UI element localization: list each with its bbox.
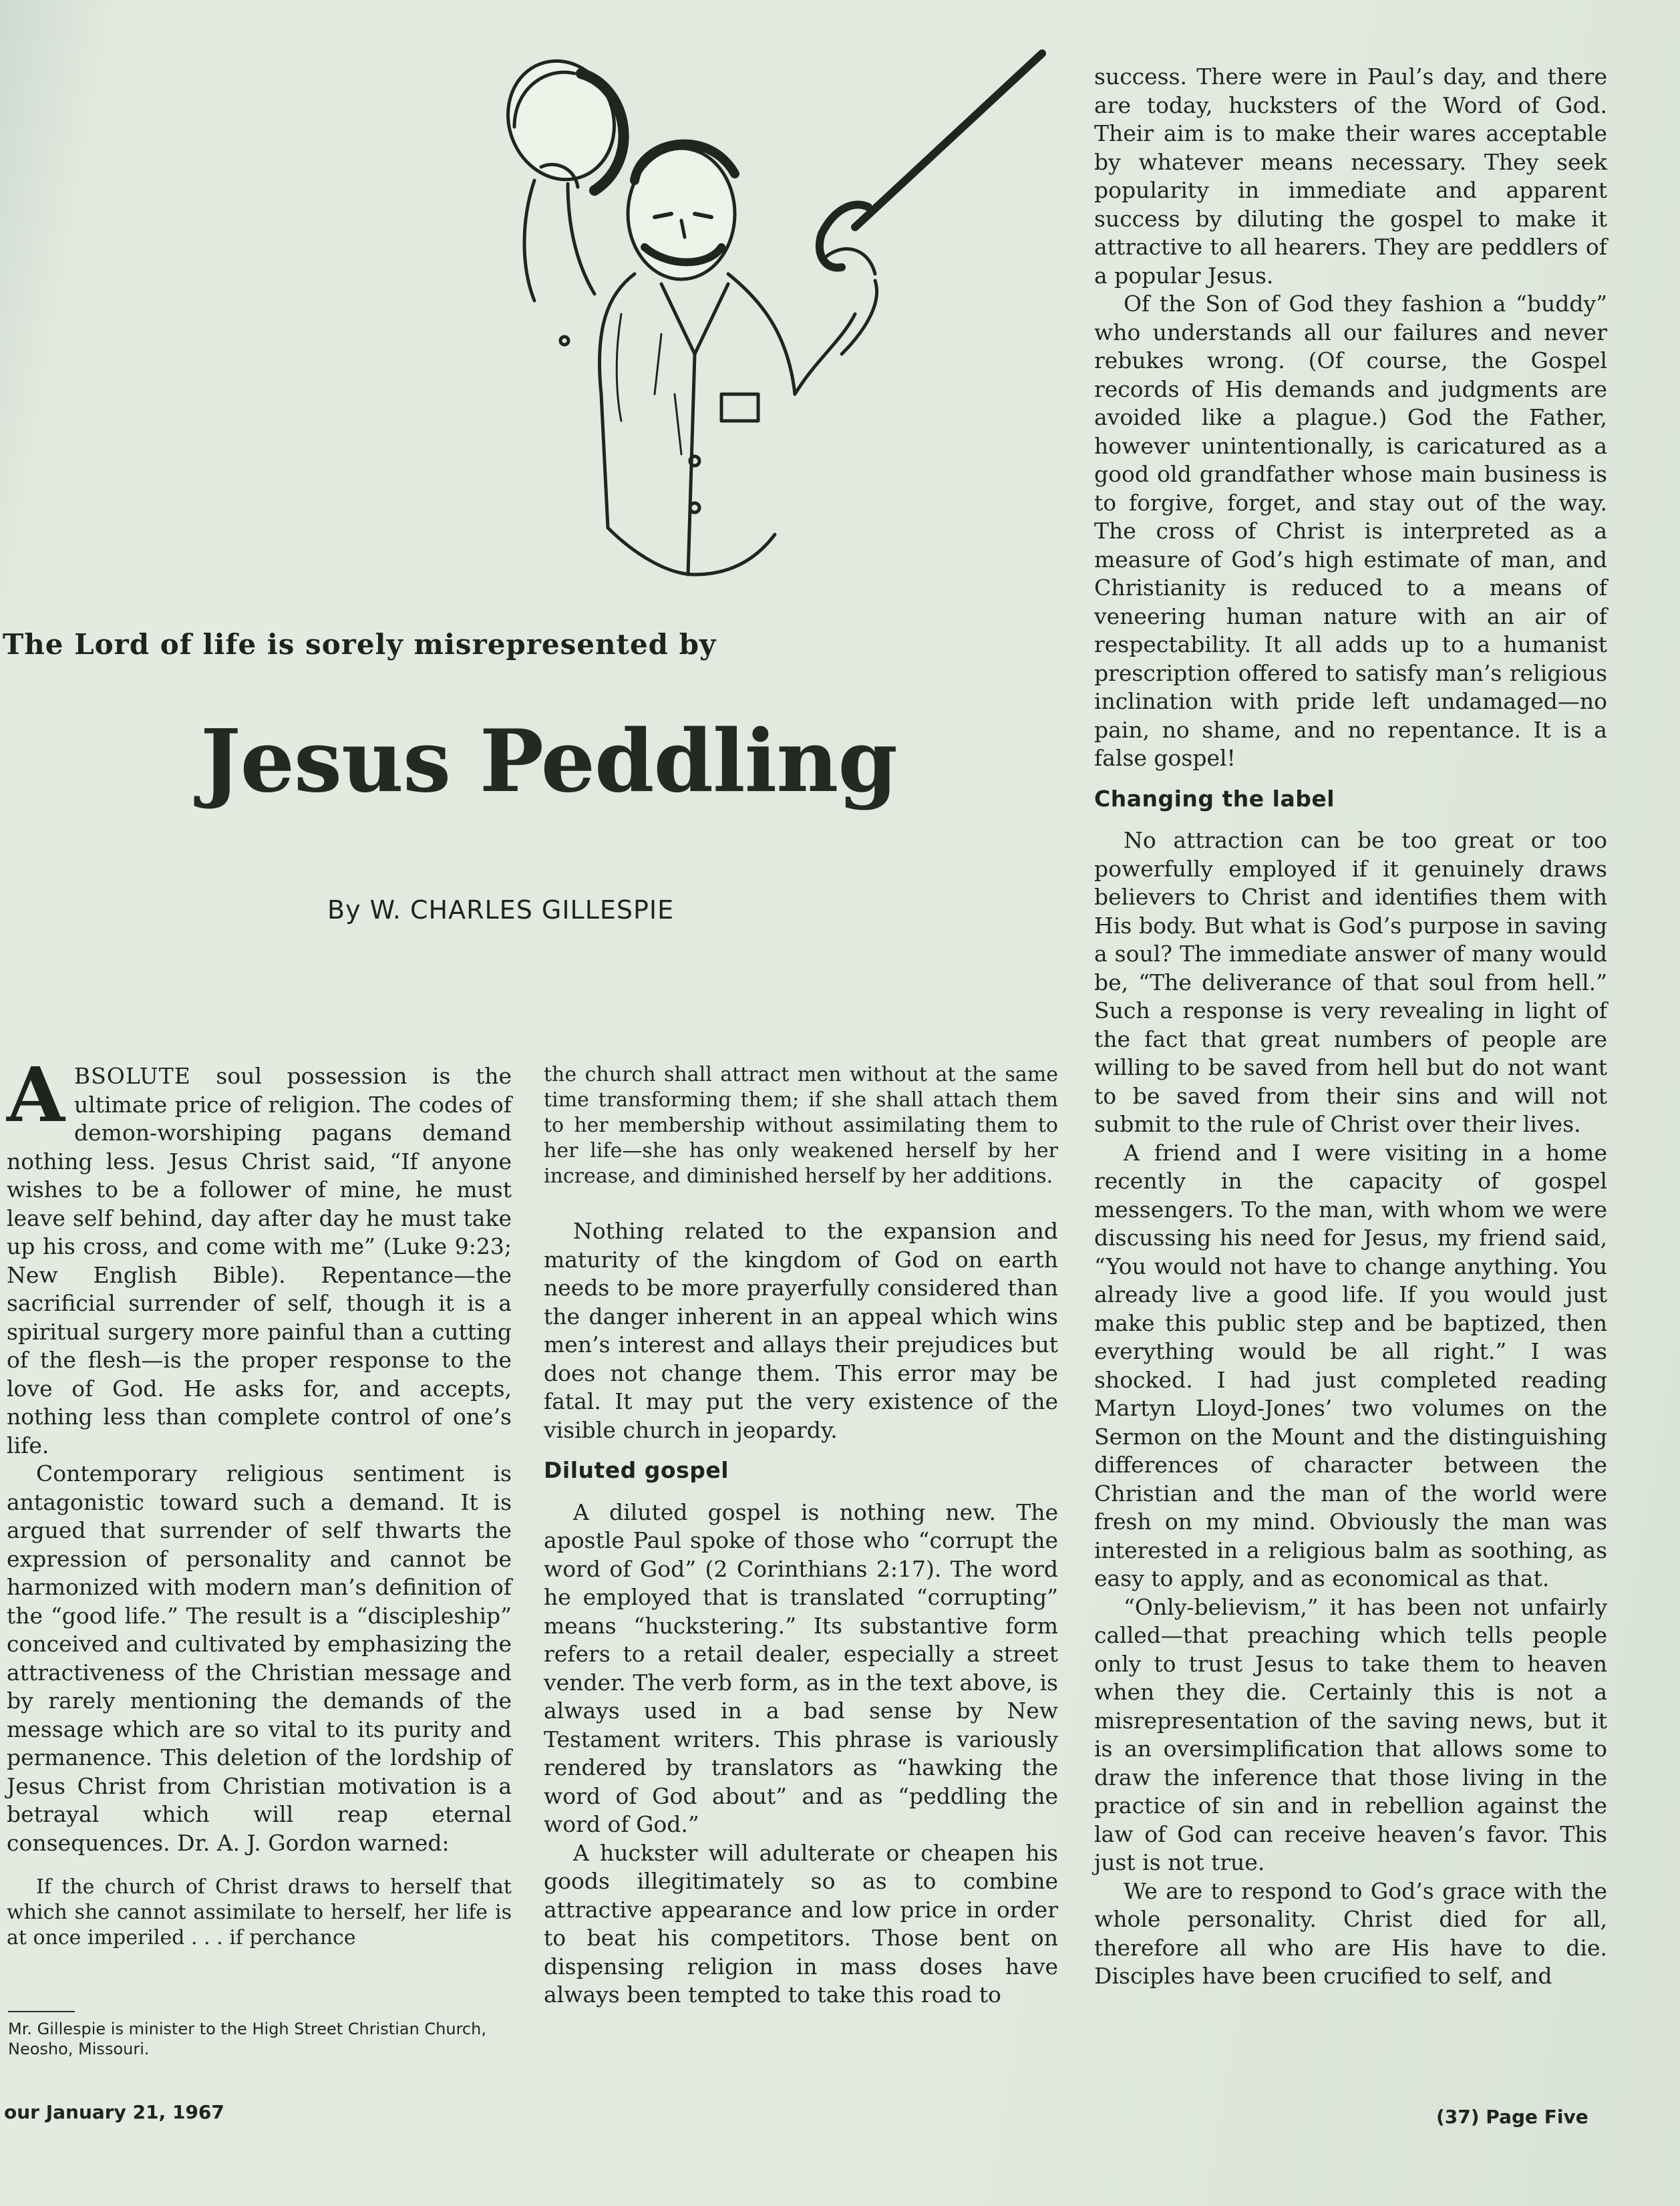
paragraph: Of the Son of God they fashion a “buddy” who understands all our failures and never rebukes wrong. (Of course, the Gospel records of His demands and judgments are avoided like a plague.) God the Father, however unintentionally, is caricatured as a good old grandfather whose main business is to forgive, forget, and stay out of the way. The cross of Christ is interpreted as a measure of God’s high estimate of man, and Christianity is reduced to a means of veneering human nature with an air of respectability. It all adds up to a humanist prescription offered to satisfy man’s religious inclination with pride left undamaged—no pain, no shame, and no repentance. It is a false gospel! xyxy=(1094,291,1607,771)
paragraph: success. There were in Paul’s day, and there are today, hucksters of the Word of God. Their aim is to make their wares acceptable by whatever means necessary. They seek popularity in immediate and apparent success by diluting the gospel to make it attractive to all hearers. They are peddlers of a popular Jesus. xyxy=(1094,63,1607,289)
opening-paragraph xyxy=(7,1052,512,1460)
section-heading: Diluted gospel xyxy=(544,1457,729,1483)
block-quote xyxy=(7,1875,512,1951)
section-heading: Changing the label xyxy=(1094,785,1335,812)
footnote-rule xyxy=(8,2011,75,2012)
author-footnote: Mr. Gillespie is minister to the High Street Christian Church, Neosho, Missouri. xyxy=(8,2020,486,2058)
paragraph: A friend and I were visiting in a home recently in the capacity of gospel messengers. To the man, with whom we were discussing his need for Jesus, my friend said, “You would not have to change anything. You already live a good life. If you would just make this public step and be baptized, then everything would be all right.” I was shocked. I had just completed reading Martyn Lloyd-Jones’ two volumes on the Sermon on the Mount and the distinguishing differences of character between the Christian and the man of the world were fresh on my mind. Obviously the man was interested in a religious balm as soothing, as easy to apply, and as economical as that. xyxy=(1094,1139,1607,1591)
article-byline: By W. CHARLES GILLESPIE xyxy=(327,895,675,925)
column-3 xyxy=(1094,63,1607,1991)
footer-page-number: (37) Page Five xyxy=(1436,2106,1588,2128)
paragraph: A diluted gospel is nothing new. The apostle Paul spoke of those who “corrupt the word of God” (2 Corinthians 2:17). The word he employed that is translated “corrupting” means “huckstering.” Its substantive form refers to a retail dealer, especially a street vender. The verb form, as in the text above, is always used in a bad sense by New Testament writers. This phrase is variously rendered by translators as “hawking the word of God about” and as “peddling the word of God.” xyxy=(544,1499,1058,1837)
column-2 xyxy=(544,1062,1058,2010)
paragraph-text: soul possession is the ultimate price of religion. The codes of demon-worshiping pagans demand nothing less. Jesus Christ said, “If anyone wishes to be a follower of mine, he must leave self behind, day after day he must take up his cross, and come with me” (Luke 9:23; New English Bible). Repentance—the sacrificial surrender of self, though it is a spiritual surgery more painful than a cutting of the flesh—is the proper response to the love of God. He asks for, and accepts, nothing less than complete control of one’s life. xyxy=(7,1063,512,1458)
paragraph: No attraction can be too great or too powerfully employed if it genuinely draws believers to Christ and identifies them with His body. But what is God’s purpose in saving a soul? The immediate answer of many would be, “The deliverance of that soul from hell.” Such a response is very revealing in light of the fact that great numbers of people are willing to be saved from hell but do not want to be saved from their sins and will not submit to the rule of Christ over their lives. xyxy=(1094,827,1607,1137)
article-title: Jesus Peddling xyxy=(200,712,897,812)
footer-issue-date: our January 21, 1967 xyxy=(4,2101,224,2123)
block-quote-continued xyxy=(544,1062,1058,1189)
paragraph: Contemporary religious sentiment is antagonistic toward such a demand. It is argued that surrender of self thwarts the expression of personality and cannot be harmonized with modern man’s definition of the “good life.” The result is a “discipleship” conceived and cultivated by emphasizing the attractiveness of the Christian message and by rarely mentioning the demands of the message which are so vital to its purity and permanence. This deletion of the lordship of Jesus Christ from Christian motivation is a betrayal which will reap eternal consequences. Dr. A. J. Gordon warned: xyxy=(7,1460,512,1856)
gentleman-with-hat-and-cane-illustration xyxy=(441,47,1062,601)
paragraph: Nothing related to the expansion and maturity of the kingdom of God on earth needs to be more prayerfully considered than the danger inherent in an appeal which wins men’s interest and allays their prejudices but does not change them. This error may be fatal. It may put the very existence of the visible church in jeopardy. xyxy=(544,1218,1058,1443)
paragraph: We are to respond to God’s grace with the whole personality. Christ died for all, therefore all who are His have to die. Disciples have been crucified to self, and xyxy=(1094,1877,1607,1989)
drop-cap: A xyxy=(7,1052,65,1139)
paragraph: “Only-believism,” it has been not unfairly called—that preaching which tells people only to trust Jesus to take them to heaven when they die. Certainly this is not a misrepresentation of the saving news, but it is an oversimplification that allows some to draw the inference that those living in the practice of sin and in rebellion against the law of God can receive heaven’s favor. This just is not true. xyxy=(1094,1593,1607,1875)
article-kicker: The Lord of life is sorely misrepresented by xyxy=(3,628,717,661)
quote-text: the church shall attract men without at the same time transforming them; if she shall attach them to her membership without assimilating them to her life—she has only weakened herself by her increase, and diminished herself by her additions. xyxy=(544,1063,1058,1188)
quote-text: If the church of Christ draws to herself that which she cannot assimilate to herself, her life is at once imperiled . . . if perchance xyxy=(7,1875,512,1949)
paragraph: A huckster will adulterate or cheapen his goods illegitimately so as to combine attractive appearance and low price in order to beat his competitors. Those bent on dispensing religion in mass doses have always been tempted to take this road to xyxy=(544,1839,1058,2008)
column-1 xyxy=(7,1052,512,1951)
lead-caps: BSOLUTE xyxy=(73,1063,191,1089)
